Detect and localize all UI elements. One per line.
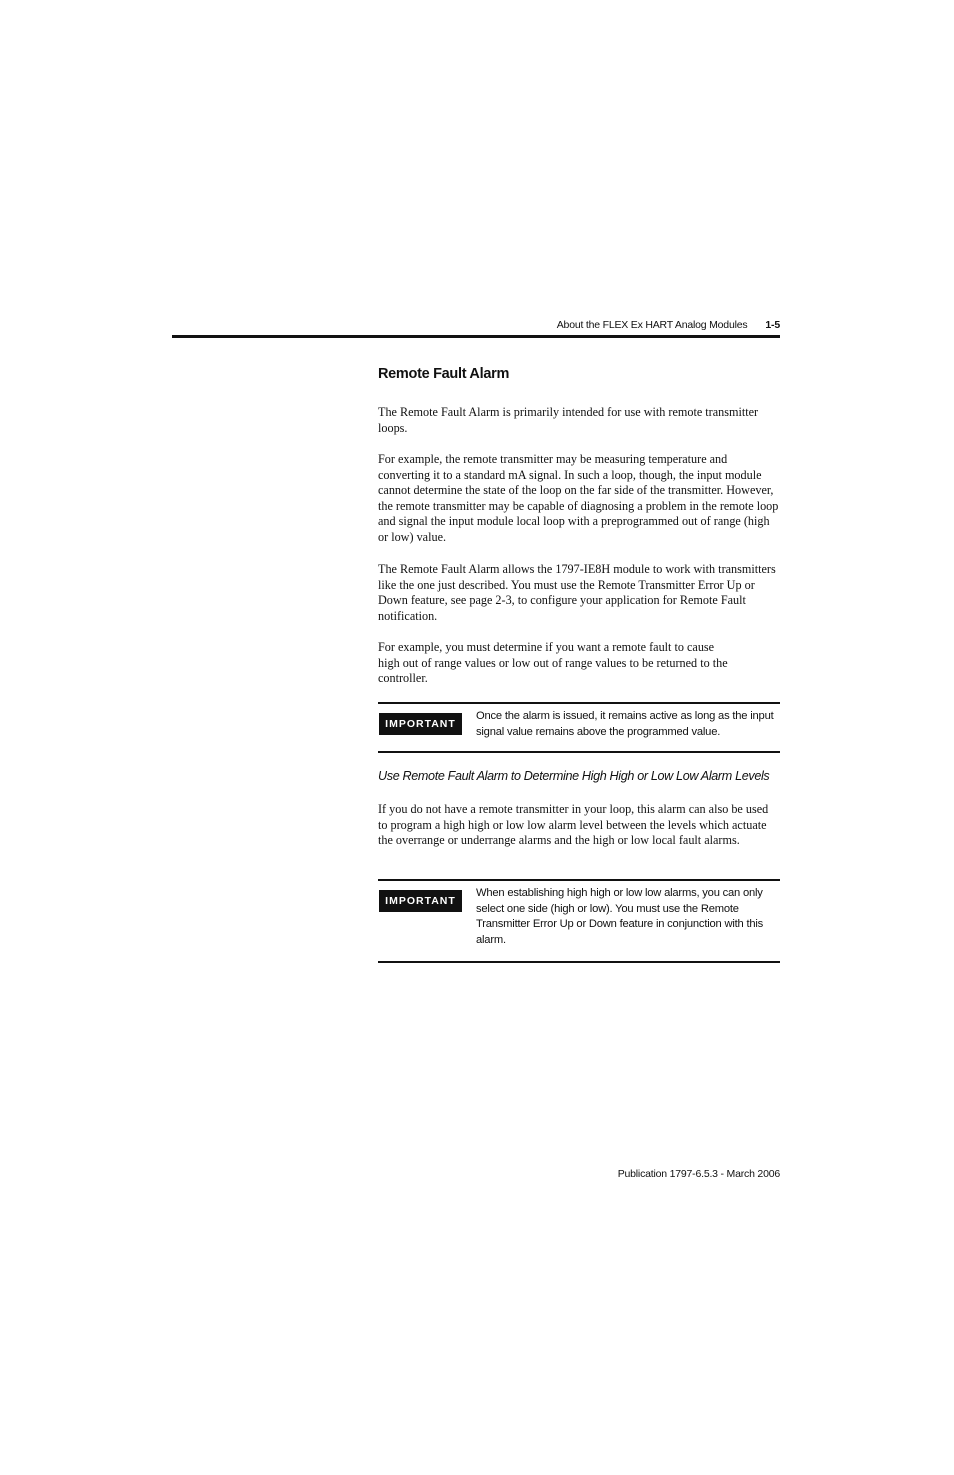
paragraph-intro: The Remote Fault Alarm is primarily intended for use with remote transmitter loops. — [378, 405, 759, 435]
important-badge: IMPORTANT — [379, 890, 462, 912]
paragraph-example: For example, the remote transmitter may be measuring temperature and converting it to a standard mA signal. In such a loop, though, the input module cannot determine the state of the loop on the far side of the transmitter. However, the remote transmitter may be capable of diagnosing a problem in the remote loop and signal the input module local loop with a preprogrammed out of range (high or low) value. — [378, 452, 779, 544]
header-rule — [172, 335, 780, 338]
paragraph-determine: For example, you must determine if you want a remote fault to cause high out of range values or low out of range values to be returned to the controller. — [378, 640, 728, 686]
section-title: Remote Fault Alarm — [378, 366, 510, 382]
publication-footer: Publication 1797-6.5.3 - March 2006 — [617, 1168, 780, 1180]
important-badge: IMPORTANT — [379, 713, 462, 735]
important-note-1 — [378, 702, 780, 753]
important-note-2 — [378, 879, 780, 963]
important-text-2: When establishing high high or low low alarms, you can only select one side (high or low). You must use the Remote Transmitter Error Up or Down feature in conjunction with this alarm. — [476, 887, 764, 946]
important-text-1: Once the alarm is issued, it remains active as long as the input signal value remains above the programmed value. — [476, 710, 774, 738]
paragraph-allows: The Remote Fault Alarm allows the 1797-IE8H module to work with transmitters like the one just described. You must use the Remote Transmitter Error Up or Down feature, see page 2-3, to configure your application for Remote Fault notification. — [378, 562, 776, 623]
sub-heading: Use Remote Fault Alarm to Determine High High or Low Low Alarm Levels — [378, 769, 770, 783]
running-header-title: About the FLEX Ex HART Analog Modules — [556, 319, 748, 331]
paragraph-no-transmitter: If you do not have a remote transmitter in your loop, this alarm can also be used to program a high high or low low alarm level between the levels which actuate the overrange or underrange alarms and the high or low local fault alarms. — [378, 802, 769, 848]
page-number: 1-5 — [765, 319, 780, 331]
running-header — [378, 318, 780, 332]
